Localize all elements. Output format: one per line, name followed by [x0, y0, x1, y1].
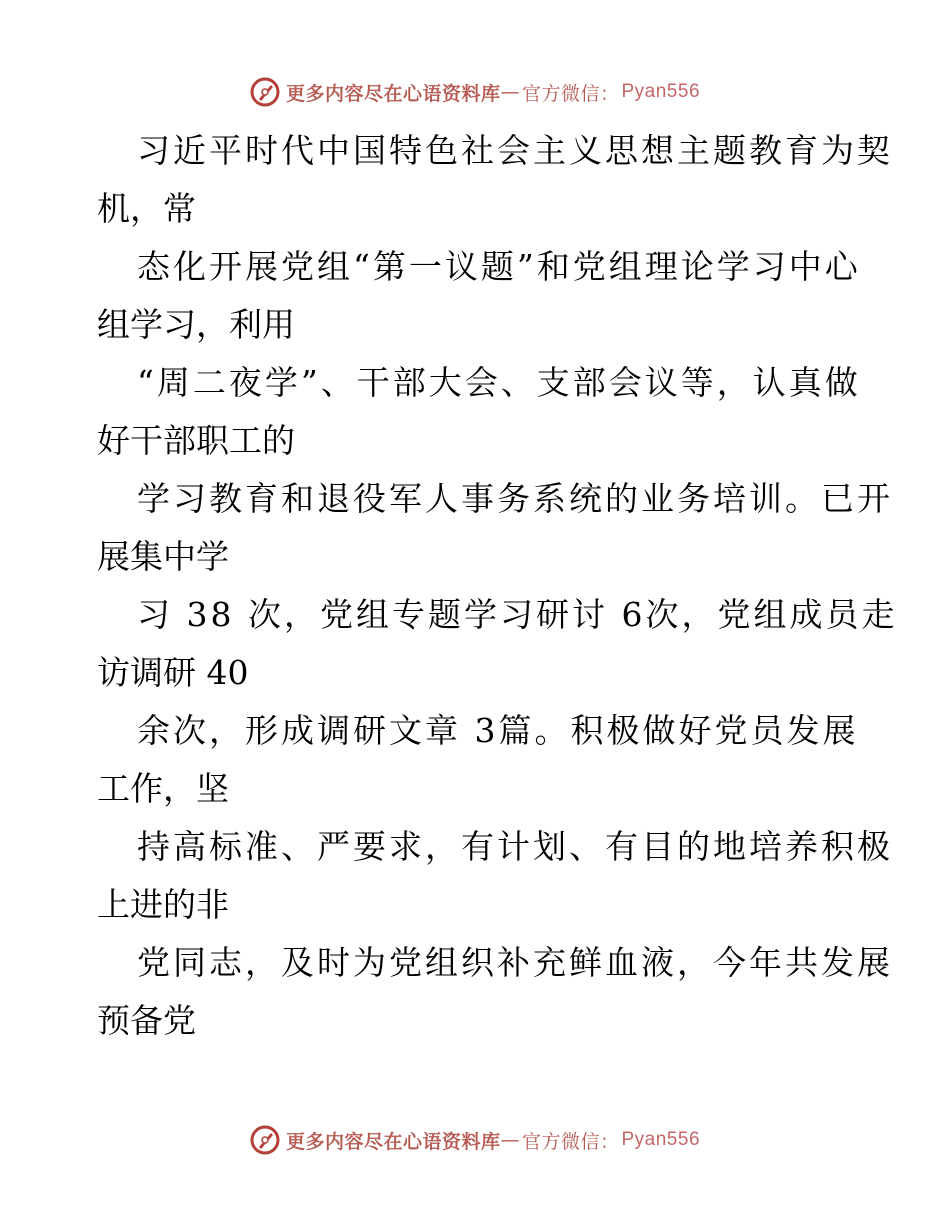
watermark-dash: —	[500, 81, 520, 103]
watermark-wechat-label: 官方微信：	[521, 1130, 620, 1153]
text-line-12: 工作，坚	[97, 769, 229, 808]
watermark-wechat-id: Pyan556	[621, 1129, 701, 1150]
text-line-13: 持高标准、严要求，有计划、有目的地培养积极	[137, 827, 893, 866]
text-line-10: 访调研 40	[97, 653, 249, 692]
text-line-14: 上进的非	[97, 885, 229, 924]
document-body	[97, 122, 898, 1050]
watermark-wechat-id: Pyan556	[621, 81, 701, 102]
text-line-9: 习 38 次，党组专题学习研讨 6次，党组成员走	[137, 595, 898, 634]
watermark-wechat-label: 官方微信：	[521, 82, 620, 105]
text-line-5: “周二夜学”、干部大会、支部会议等，认真做	[137, 363, 861, 402]
text-line-3: 态化开展党组“第一议题”和党组理论学习中心	[137, 247, 861, 286]
text-line-8: 展集中学	[97, 537, 229, 576]
text-line-2: 机，常	[97, 189, 196, 228]
text-line-6: 好干部职工的	[97, 421, 295, 460]
footer-watermark	[0, 1120, 950, 1160]
text-line-11: 余次，形成调研文章 3篇。积极做好党员发展	[137, 711, 859, 750]
quill-logo-icon	[250, 1125, 280, 1155]
text-line-16: 预备党	[97, 1001, 196, 1040]
text-line-4: 组学习，利用	[97, 305, 295, 344]
watermark-dash: —	[500, 1129, 520, 1151]
quill-logo-icon	[250, 77, 280, 107]
watermark-main-text: 更多内容尽在心语资料库	[285, 1130, 501, 1153]
text-line-1: 习近平时代中国特色社会主义思想主题教育为契	[137, 131, 893, 170]
text-line-7: 学习教育和退役军人事务系统的业务培训。已开	[137, 479, 893, 518]
text-line-15: 党同志，及时为党组织补充鲜血液，今年共发展	[137, 943, 893, 982]
watermark-main-text: 更多内容尽在心语资料库	[285, 82, 501, 105]
header-watermark	[0, 72, 950, 112]
